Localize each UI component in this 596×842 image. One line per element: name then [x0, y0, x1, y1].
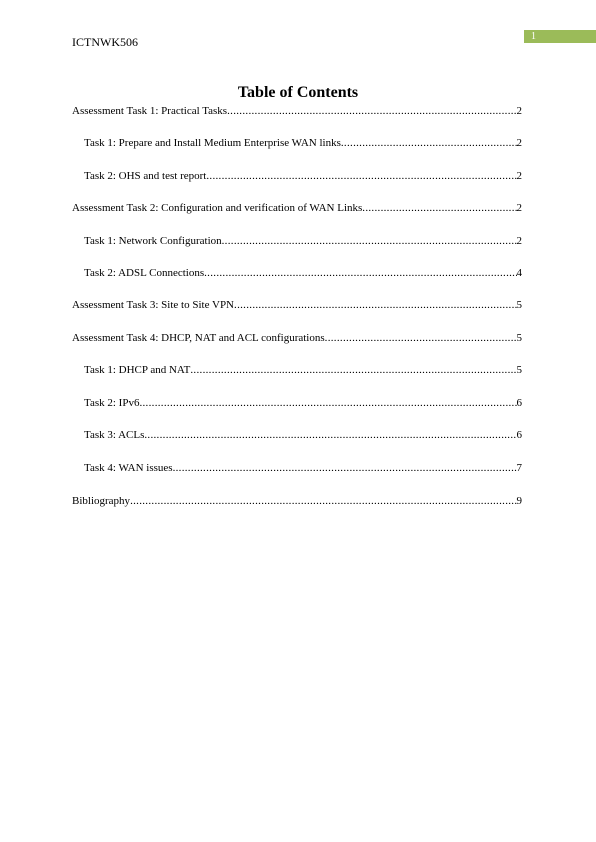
- toc-title: Table of Contents: [237, 84, 359, 101]
- toc-entry-label: Task 2: IPv6: [84, 397, 140, 409]
- toc-entry-task-1-prepare-install[interactable]: [84, 136, 522, 150]
- toc-entry-page: 2: [516, 170, 522, 182]
- toc-entry-label: Assessment Task 1: Practical Tasks: [72, 105, 228, 117]
- toc-entry-bibliography[interactable]: [72, 494, 522, 508]
- toc-entry-assessment-task-4[interactable]: [72, 331, 522, 345]
- toc-leader-dots: [362, 201, 516, 215]
- page-number-badge: 1: [524, 30, 596, 43]
- toc-entry-page: 5: [516, 332, 522, 344]
- toc-entry-page: 5: [516, 299, 522, 311]
- toc-entry-page: 4: [516, 267, 522, 279]
- toc-entry-task-2-adsl[interactable]: [84, 266, 522, 280]
- toc-entry-task-2-ohs[interactable]: [84, 169, 522, 183]
- toc-leader-dots: [341, 136, 517, 150]
- toc-entry-page: 5: [516, 364, 522, 376]
- toc-entry-assessment-task-2[interactable]: [72, 201, 522, 215]
- toc-entry-page: 7: [516, 462, 522, 474]
- toc-entry-assessment-task-3[interactable]: [72, 298, 522, 312]
- toc-entry-label: Task 2: ADSL Connections: [84, 267, 205, 279]
- toc-entry-label: Task 1: Prepare and Install Medium Enterprise WAN links: [84, 137, 341, 149]
- toc-entry-label: Task 1: Network Configuration: [84, 235, 222, 247]
- toc-entry-task-1-network-config[interactable]: [84, 234, 522, 248]
- toc-entry-label: Assessment Task 3: Site to Site VPN: [72, 299, 235, 311]
- toc-leader-dots: [204, 266, 516, 280]
- toc-entry-page: 9: [516, 495, 522, 507]
- toc-leader-dots: [139, 396, 516, 410]
- toc-entry-page: 6: [516, 429, 522, 441]
- toc-entry-label: Bibliography: [72, 495, 131, 507]
- toc-entry-page: 2: [516, 202, 522, 214]
- toc-entry-page: 2: [516, 235, 522, 247]
- toc-leader-dots: [173, 461, 517, 475]
- toc-entry-page: 2: [516, 105, 522, 117]
- toc-leader-dots: [206, 169, 516, 183]
- toc-entry-task-2-ipv6[interactable]: [84, 396, 522, 410]
- toc-leader-dots: [234, 298, 516, 312]
- toc-entry-assessment-task-1[interactable]: [72, 104, 522, 118]
- toc-leader-dots: [130, 494, 516, 508]
- toc-entry-label: Task 1: DHCP and NAT: [84, 364, 191, 376]
- toc-leader-dots: [222, 234, 517, 248]
- toc-entry-page: 6: [516, 397, 522, 409]
- toc-leader-dots: [190, 363, 516, 377]
- toc-entry-label: Assessment Task 4: DHCP, NAT and ACL configurations: [72, 332, 325, 344]
- toc-leader-dots: [144, 428, 516, 442]
- toc-entry-task-1-dhcp-nat[interactable]: [84, 363, 522, 377]
- toc-entry-task-3-acls[interactable]: [84, 428, 522, 442]
- document-header-code: ICTNWK506: [72, 35, 138, 49]
- toc-entry-label: Task 2: OHS and test report: [84, 170, 207, 182]
- toc-entry-task-4-wan-issues[interactable]: [84, 461, 522, 475]
- toc-entry-label: Assessment Task 2: Configuration and verification of WAN Links: [72, 202, 363, 214]
- toc-entry-label: Task 4: WAN issues: [84, 462, 173, 474]
- toc-entry-page: 2: [516, 137, 522, 149]
- toc-leader-dots: [325, 331, 517, 345]
- toc-entry-label: Task 3: ACLs: [84, 429, 145, 441]
- toc-leader-dots: [227, 104, 516, 118]
